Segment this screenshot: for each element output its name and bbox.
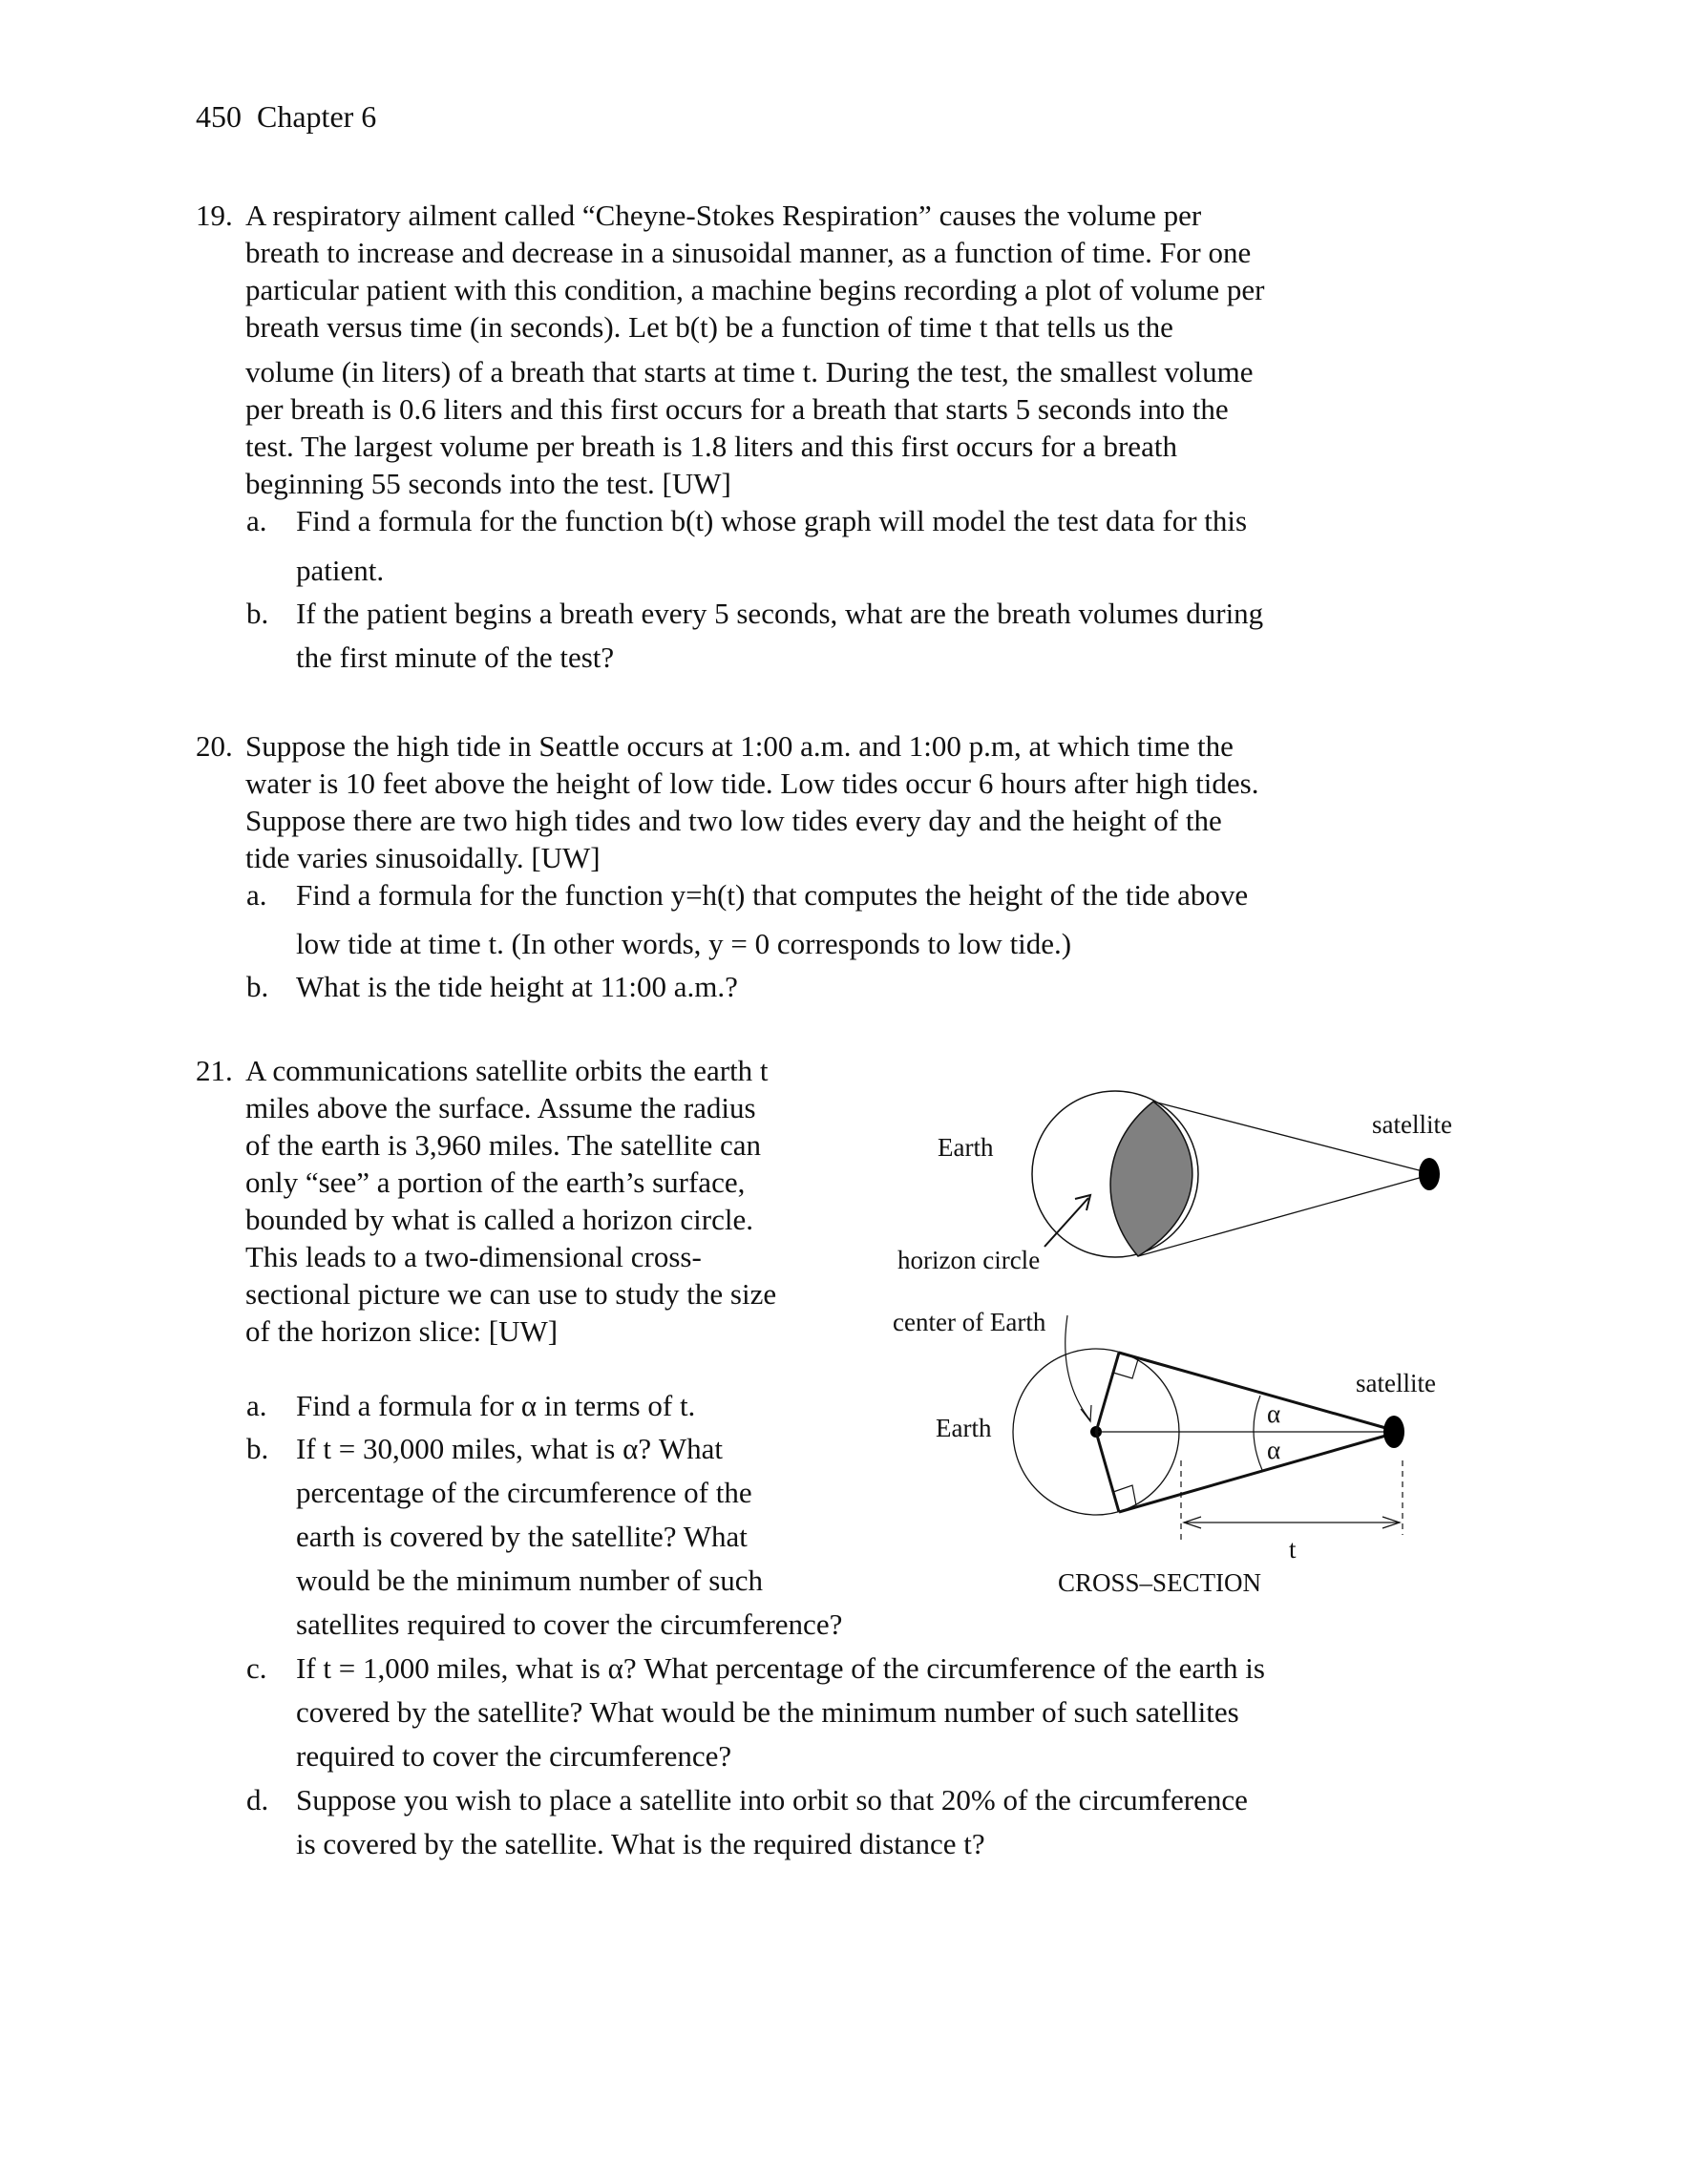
problem-text-line: water is 10 feet above the height of low tide. Low tides occur 6 hours after high tides. [245, 766, 1259, 800]
problem-text-line: test. The largest volume per breath is 1.8 liters and this first occurs for a breath [245, 430, 1177, 463]
distance-t-label: t [1289, 1535, 1297, 1564]
part-text-line: Find a formula for α in terms of t. [296, 1389, 696, 1422]
part-label: b. [246, 597, 269, 630]
part-text-line: the first minute of the test? [296, 640, 615, 674]
chapter-title: Chapter 6 [257, 99, 377, 134]
problem-text-line: A communications satellite orbits the earth t [245, 1054, 769, 1087]
radius-lower [1096, 1432, 1119, 1512]
problem-text-line: of the horizon slice: [UW] [245, 1314, 559, 1348]
earth-cross-label: Earth [936, 1414, 992, 1442]
part-text-line: satellites required to cover the circumference? [296, 1607, 843, 1641]
part-text-line: If t = 30,000 miles, what is α? What [296, 1432, 723, 1465]
part-text-line: covered by the satellite? What would be the minimum number of such satellites [296, 1695, 1239, 1729]
problem-text-line: miles above the surface. Assume the radius [245, 1091, 756, 1124]
problem-text-line: This leads to a two-dimensional cross- [245, 1240, 702, 1273]
problem-text-line: volume (in liters) of a breath that starts at time t. During the test, the smallest volume [245, 355, 1254, 388]
part-text-line: What is the tide height at 11:00 a.m.? [296, 970, 738, 1003]
problem-number: 20. [196, 729, 233, 763]
part-label: b. [246, 1432, 269, 1465]
problem-text-line: beginning 55 seconds into the test. [UW] [245, 467, 731, 500]
problem-text-line: A respiratory ailment called “Cheyne-Stokes Respiration” causes the volume per [245, 199, 1202, 232]
problem-text-line: particular patient with this condition, a machine begins recording a plot of volume per [245, 273, 1265, 306]
horizon-arrowhead-icon [1075, 1195, 1090, 1210]
horizon-cap-shaded [1110, 1102, 1192, 1256]
part-label: d. [246, 1783, 269, 1816]
problem-text-line: tide varies sinusoidally. [UW] [245, 841, 601, 874]
angle-arc [1254, 1396, 1262, 1470]
problem-text-line: Suppose there are two high tides and two low tides every day and the height of the [245, 804, 1222, 837]
part-label: a. [246, 1389, 267, 1422]
page-number: 450 [196, 99, 242, 134]
problem-text-line: breath versus time (in seconds). Let b(t) be a function of time t that tells us the [245, 310, 1173, 344]
part-text-line: Find a formula for the function b(t) whose graph will model the test data for this [296, 504, 1248, 537]
part-text-line: If the patient begins a breath every 5 seconds, what are the breath volumes during [296, 597, 1264, 630]
satellite-cross-label: satellite [1356, 1369, 1436, 1397]
center-of-earth-label: center of Earth [893, 1308, 1046, 1336]
problem-number: 21. [196, 1054, 233, 1087]
part-text-line: Suppose you wish to place a satellite into orbit so that 20% of the circumference [296, 1783, 1248, 1816]
part-text-line: is covered by the satellite. What is the required distance t? [296, 1827, 985, 1860]
part-label: b. [246, 970, 269, 1003]
satellite-icon [1419, 1158, 1440, 1190]
alpha-lower-label: α [1267, 1436, 1281, 1464]
tangent-lower [1119, 1435, 1389, 1512]
part-text-line: If t = 1,000 miles, what is α? What percentage of the circumference of the earth is [296, 1651, 1265, 1685]
part-text-line: earth is covered by the satellite? What [296, 1520, 748, 1553]
center-pointer-arrow [1066, 1315, 1090, 1420]
cross-section-caption: CROSS–SECTION [1058, 1568, 1262, 1597]
part-label: a. [246, 878, 267, 912]
problem-text-line: Suppose the high tide in Seattle occurs at 1:00 a.m. and 1:00 p.m, at which time the [245, 729, 1234, 763]
earth-label: Earth [938, 1133, 994, 1162]
part-text-line: required to cover the circumference? [296, 1739, 732, 1773]
satellite-label: satellite [1372, 1110, 1452, 1139]
problem-text-line: sectional picture we can use to study the size [245, 1277, 777, 1311]
alpha-upper-label: α [1267, 1399, 1281, 1428]
problem-text-line: of the earth is 3,960 miles. The satellite can [245, 1128, 762, 1162]
satellite-cross-icon [1383, 1416, 1404, 1448]
part-text-line: low tide at time t. (In other words, y = 0 corresponds to low tide.) [296, 927, 1072, 960]
horizon-circle-label: horizon circle [897, 1246, 1041, 1274]
part-text-line: Find a formula for the function y=h(t) that computes the height of the tide above [296, 878, 1249, 912]
radius-upper [1096, 1353, 1119, 1432]
part-text-line: percentage of the circumference of the [296, 1476, 752, 1509]
problem-text-line: bounded by what is called a horizon circle. [245, 1203, 753, 1236]
cross-section-diagram [1013, 1315, 1404, 1544]
problem-text-line: only “see” a portion of the earth’s surface, [245, 1166, 746, 1199]
horizon-arrow [1044, 1198, 1088, 1247]
problem-text-line: breath to increase and decrease in a sinusoidal manner, as a function of time. For one [245, 236, 1252, 269]
part-text-line: would be the minimum number of such [296, 1564, 764, 1597]
part-label: c. [246, 1651, 267, 1685]
problem-number: 19. [196, 199, 233, 232]
part-text-line: patient. [296, 554, 385, 587]
problem-text-line: per breath is 0.6 liters and this first occurs for a breath that starts 5 seconds into the [245, 392, 1229, 426]
part-label: a. [246, 504, 267, 537]
